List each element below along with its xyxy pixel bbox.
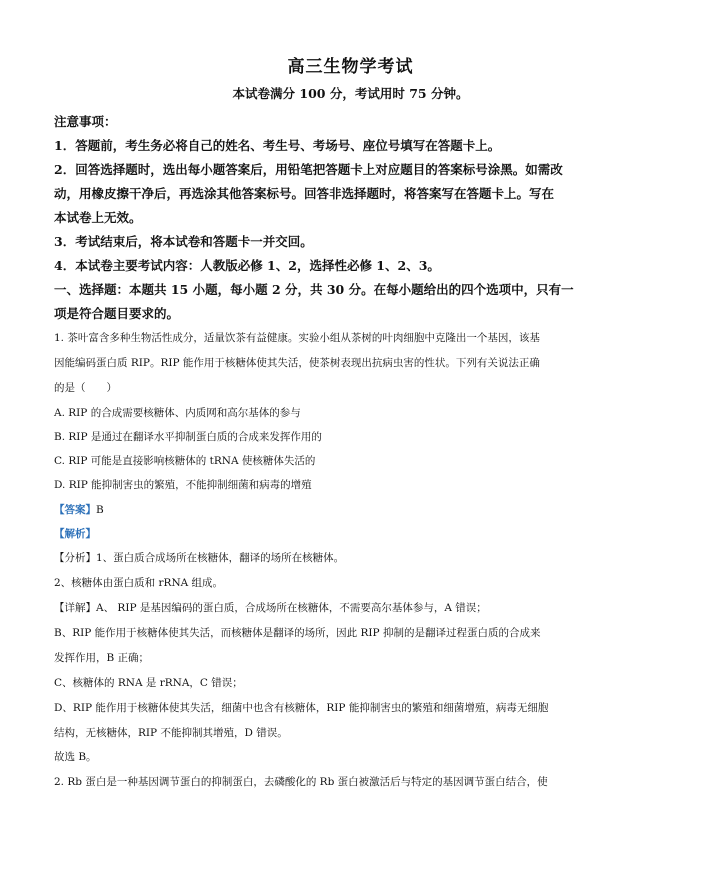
notice-item: 动，用橡皮擦干净后，再选涂其他答案标号。回答非选择题时，将答案写在答题卡上。写在 — [54, 186, 555, 201]
option-c: C. RIP 可能是直接影响核糖体的 tRNA 使核糖体失活的 — [54, 455, 316, 467]
option-a: A. RIP 的合成需要核糖体、内质网和高尔基体的参与 — [54, 407, 301, 419]
notice-item: 2．回答选择题时，选出每小题答案后，用铅笔把答题卡上对应题目的答案标号涂黑。如需改 — [54, 162, 563, 177]
option-b: B. RIP 是通过在翻译水平抑制蛋白质的合成来发挥作用的 — [54, 431, 322, 443]
analysis-text: 结构，无核糖体，RIP 不能抑制其增殖，D 错误。 — [54, 727, 288, 739]
answer-value: B — [96, 504, 104, 516]
analysis-label: 【解析】 — [54, 528, 96, 540]
analysis-text: 【分析】1、蛋白质合成场所在核糖体，翻译的场所在核糖体。 — [54, 552, 345, 564]
answer-label: 【答案】 — [54, 504, 96, 516]
analysis-line — [54, 526, 96, 541]
notice-item: 本试卷上无效。 — [54, 210, 142, 225]
analysis-text: 2、核糖体由蛋白质和 rRNA 组成。 — [54, 577, 224, 589]
notice-item: 1．答题前，考生务必将自己的姓名、考生号、考场号、座位号填写在答题卡上。 — [54, 138, 501, 153]
question-stem: 的是（ ） — [54, 382, 117, 394]
notice-item: 3．考试结束后，将本试卷和答题卡一并交回。 — [54, 234, 313, 249]
section-heading: 一、选择题：本题共 15 小题，每小题 2 分，共 30 分。在每小题给出的四个选项中，只有一 — [54, 282, 574, 297]
section-heading-cont: 项是符合题目要求的。 — [54, 306, 180, 321]
question-stem: 2. Rb 蛋白是一种基因调节蛋白的抑制蛋白，去磷酸化的 Rb 蛋白被激活后与特定的基因调节蛋白结合，使 — [54, 776, 548, 788]
option-d: D. RIP 能抑制害虫的繁殖，不能抑制细菌和病毒的增殖 — [54, 479, 312, 491]
analysis-text: 故选 B。 — [54, 751, 97, 763]
answer-line — [54, 502, 104, 517]
analysis-text: D、RIP 能作用于核糖体使其失活，细菌中也含有核糖体，RIP 能抑制害虫的繁殖和细菌增殖，病毒无细胞 — [54, 702, 549, 714]
page-subtitle: 本试卷满分 100 分，考试用时 75 分钟。 — [232, 86, 469, 101]
question-stem: 因能编码蛋白质 RIP。RIP 能作用于核糖体使其失活，使茶树表现出抗病虫害的性状。下列有关说法正确 — [54, 357, 540, 369]
analysis-text: C、核糖体的 RNA 是 rRNA，C 错误； — [54, 677, 243, 689]
notice-item: 4．本试卷主要考试内容：人教版必修 1、2，选择性必修 1、2、3。 — [54, 258, 440, 273]
analysis-text: 发挥作用，B 正确； — [54, 652, 150, 664]
analysis-text: B、RIP 能作用于核糖体使其失活，而核糖体是翻译的场所，因此 RIP 抑制的是翻译过程蛋白质的合成来 — [54, 627, 541, 639]
notice-heading: 注意事项： — [54, 114, 117, 129]
analysis-text: 【详解】A、 RIP 是基因编码的蛋白质，合成场所在核糖体，不需要高尔基体参与，A 错误； — [54, 602, 487, 614]
page-title: 高三生物学考试 — [287, 57, 414, 77]
question-stem: 1. 茶叶富含多种生物活性成分，适量饮茶有益健康。实验小组从茶树的叶肉细胞中克隆出一个基因，该基 — [54, 332, 540, 344]
